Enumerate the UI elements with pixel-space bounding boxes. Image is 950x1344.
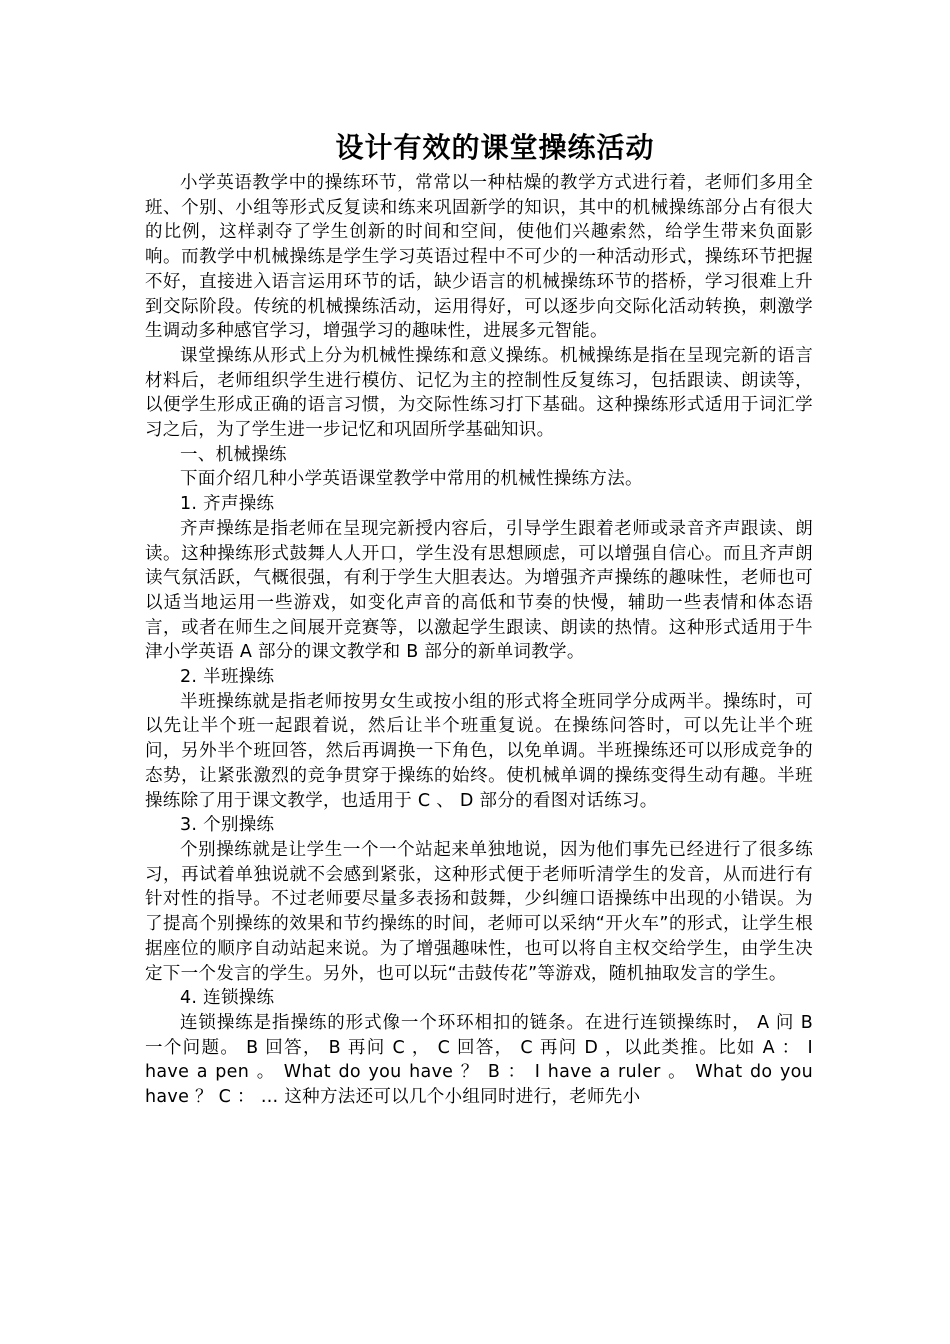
document-title: 设计有效的课堂操练活动 [335, 131, 655, 164]
paragraph-intro: 小学英语教学中的操练环节，常常以一种枯燥的教学方式进行着，老师们多用全班、个别、小组等形式反复读和练来巩固新学的知识，其中的机械操练部分占有很大的比例，这样剥夺了学生创新的时间和空间，使他们兴趣索然，给学生带来负面影响。而教学中机械操练是学生学习英语过程中不可少的一种活动形式，操练环节把握不好，直接进入语言运用环节的话，缺少语言的机械操练环节的搭桥，学习很难上升到交际阶段。传统的机械操练活动，运用得好，可以逐步向交际化活动转换，刺激学生调动多种感官学习，增强学习的趣味性，进展多元智能。 [145, 173, 813, 342]
subheading-chorus-drill: 1. 齐声操练 [180, 494, 275, 515]
paragraph-methods-intro: 下面介绍几种小学英语课堂教学中常用的机械性操练方法。 [180, 469, 643, 490]
document-body [145, 171, 813, 1110]
subheading-individual-drill: 3. 个别操练 [180, 815, 275, 836]
paragraph-chain-drill: 连锁操练是指操练的形式像一个环环相扣的链条。在进行连锁操练时， A 问 B 一个问题。 B 回答， B 再问 C ， C 回答， C 再问 D ，以此类推。比如 A ： I have a pen 。 What do you have ？ B ： I have a ruler 。 What do you have ？ C ： … 这种方法还可以几个小组同时进行，老师先小 [145, 1012, 813, 1108]
paragraph-chorus-drill: 齐声操练是指老师在呈现完新授内容后，引导学生跟着老师或录音齐声跟读、朗读。这种操练形式鼓舞人人开口，学生没有思想顾虑，可以增强自信心。而且齐声朗读气氛活跃，气概很强，有利于学生大胆表达。为增强齐声操练的趣味性，老师也可以适当地运用一些游戏，如变化声音的高低和节奏的快慢，辅助一些表情和体态语言，或者在师生之间展开竞赛等，以激起学生跟读、朗读的热情。这种形式适用于牛津小学英语 A 部分的课文教学和 B 部分的新单词教学。 [145, 518, 813, 663]
subheading-chain-drill: 4. 连锁操练 [180, 988, 275, 1009]
paragraph-definition: 课堂操练从形式上分为机械性操练和意义操练。机械操练是指在呈现完新的语言材料后，老师组织学生进行模仿、记忆为主的控制性反复练习，包括跟读、朗读等，以便学生形成正确的语言习惯，为交际性练习打下基础。这种操练形式适用于词汇学习之后，为了学生进一步记忆和巩固所学基础知识。 [145, 345, 813, 441]
paragraph-half-class-drill: 半班操练就是指老师按男女生或按小组的形式将全班同学分成两半。操练时，可以先让半个班一起跟着说，然后让半个班重复说。在操练问答时，可以先让半个班问，另外半个班回答，然后再调换一下角色，以免单调。半班操练还可以形成竞争的态势，让紧张激烈的竞争贯穿于操练的始终。使机械单调的操练变得生动有趣。半班操练除了用于课文教学，也适用于 C 、 D 部分的看图对话练习。 [145, 691, 813, 811]
paragraph-individual-drill: 个别操练就是让学生一个一个站起来单独地说，因为他们事先已经进行了很多练习，再试着单独说就不会感到紧张，这种形式便于老师听清学生的发音，从而进行有针对性的指导。不过老师要尽量多表扬和鼓舞，少纠缠口语操练中出现的小错误。为了提高个别操练的效果和节约操练的时间，老师可以采纳“开火车”的形式，让学生根据座位的顺序自动站起来说。为了增强趣味性，也可以将自主权交给学生，由学生决定下一个发言的学生。另外，也可以玩“击鼓传花”等游戏，随机抽取发言的学生。 [145, 839, 813, 984]
subheading-half-class-drill: 2. 半班操练 [180, 667, 275, 688]
section-heading-mechanical: 一、机械操练 [180, 444, 287, 465]
